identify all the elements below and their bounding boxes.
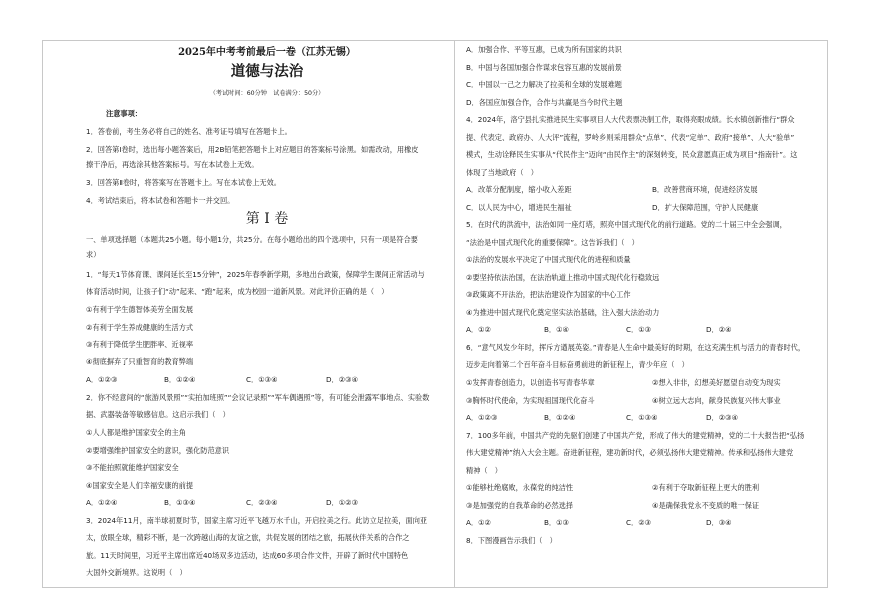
q1-option-b: B．①②④	[164, 375, 196, 384]
q7-option-b: B．①③	[544, 518, 570, 527]
q2-item: ④国家安全是人们幸福安康的前提	[86, 481, 194, 490]
q7-item: ①能够杜绝腐败，永葆党的纯洁性	[466, 483, 574, 492]
notice-heading: 注意事项：	[106, 109, 142, 118]
notice-item: 擦干净后，再选涂其他答案标号。写在本试卷上无效。	[86, 160, 259, 169]
q7-option-c: C．②③	[626, 518, 652, 527]
q2-option-c: C．②③④	[246, 498, 278, 507]
q7-option-d: D．③④	[706, 518, 732, 527]
q4-stem: 提、代表定、政府办、人大评”流程，罗岭乡则采用群众“点单”、代表“定单”、政府“接单”、人大“验单”	[466, 133, 795, 142]
q4-stem: 体现了当地政府（ ）	[466, 168, 538, 177]
q1-item: ②有利于学生养成健康的生活方式	[86, 323, 194, 332]
section-title: 第 Ⅰ 卷	[245, 211, 289, 227]
q7-option-a: A．①②	[466, 518, 491, 527]
q4-stem: 模式，生动诠释民生实事从“代民作主”迈向“由民作主”的深刻转变，民众意愿真正成为项目“指南针”。这	[466, 150, 798, 159]
q5-option-a: A．①②	[466, 325, 491, 334]
q3-stem: 3．2024年11月，南半球初夏时节，国家主席习近平飞越万水千山，开启拉美之行。此访立足拉美，面向亚	[86, 516, 428, 525]
q3-option-c: C．中国以一己之力解决了拉美和全球的发展难题	[466, 80, 622, 89]
q1-option-c: C．①③④	[246, 375, 278, 384]
q3-option-b: B．中国与各国加强合作谋求包容互惠的发展前景	[466, 63, 622, 72]
q1-option-a: A．①②③	[86, 375, 118, 384]
q3-stem: 大国外交新境界。这说明（ ）	[86, 568, 187, 577]
q7-item: ③是加强党的自我革命的必然选择	[466, 501, 574, 510]
q4-stem: 4．2024年，洛宁县扎实推进民生实事项目人大代表票决制工作，取得亮眼成绩。长水镇创新推行“群众	[466, 115, 795, 124]
q7-item: ②有利于夺取新征程上更大的胜利	[652, 483, 760, 492]
q8-stem: 8．下图漫画告示我们（ ）	[466, 536, 557, 545]
notice-item: 3．回答第Ⅱ卷时，将答案写在答题卡上。写在本试卷上无效。	[86, 178, 281, 187]
q5-option-c: C．①③	[626, 325, 652, 334]
q1-stem: 体育活动时间，让孩子们“动”起来、“跑”起来，成为校园一道新风景。对此评价正确的是（ ）	[86, 287, 389, 296]
q5-option-d: D．②④	[706, 325, 732, 334]
q3-option-d: D．各国应加强合作，合作与共赢是当今时代主题	[466, 98, 623, 107]
q7-item: ④是确保我党永不变质的唯一保证	[652, 501, 760, 510]
q4-option-d: D．扩大保障范围，守护人民健康	[652, 203, 759, 212]
q5-stem: “法治是中国式现代化的重要保障”。这告诉我们（ ）	[466, 238, 639, 247]
q3-stem: 太，放眼全球，精彩不断，是一次跨越山海的友谊之旅，共促发展的团结之旅，拓展伙伴关系的合作之	[86, 533, 410, 542]
q5-stem: 5．在时代的洪流中，法治如同一座灯塔，照亮中国式现代化的前行道路。党的二十届三中全会强调，	[466, 220, 787, 229]
q6-item: ④树立远大志向，献身民族复兴伟大事业	[652, 396, 781, 405]
q1-item: ④彻底摒弃了只重智育的教育弊端	[86, 357, 194, 366]
q6-option-d: D．②③④	[706, 413, 739, 422]
q2-stem: 据、武器装备等敏感信息。这启示我们（ ）	[86, 410, 230, 419]
instruction-line: 求）	[86, 250, 101, 259]
q6-option-a: A．①②③	[466, 413, 498, 422]
q2-item: ③不能拍照就能维护国家安全	[86, 463, 179, 472]
notice-item: 1．答卷前，考生务必将自己的姓名、准考证号填写在答题卡上。	[86, 127, 292, 136]
subject-title: 道德与法治	[230, 63, 304, 80]
q4-option-a: A．改革分配制度，缩小收入差距	[466, 185, 572, 194]
q5-option-b: B．①④	[544, 325, 570, 334]
q1-stem: 1．“每天1节体育课、课间延长至15分钟”，2025年春季新学期，多地出台政策，保障学生课间正常活动与	[86, 270, 425, 279]
notice-item: 2．回答第Ⅰ卷时，选出每小题答案后，用2B铅笔把答题卡上对应题目的答案标号涂黑。如需改动，用橡皮	[86, 145, 419, 154]
q5-item: ②要坚持依法治国，在法治轨道上推动中国式现代化行稳致远	[466, 273, 660, 282]
q6-option-c: C．①③④	[626, 413, 658, 422]
q1-item: ③有利于降低学生肥胖率、近视率	[86, 340, 194, 349]
q6-stem: 6．“意气风发少年时，挥斥方遒展英姿。”青春是人生命中最美好的时期，在这充满生机与活力的青春时代，	[466, 343, 806, 352]
q2-item: ①人人都是维护国家安全的主角	[86, 428, 186, 437]
q6-item: ③胸怀时代使命，为实现祖国现代化奋斗	[466, 396, 595, 405]
q7-stem: 伟大建党精神”纳入大会主题。奋进新征程，建功新时代，必须弘扬伟大建党精神。传承和弘扬伟大建党	[466, 448, 794, 457]
q7-stem: 7．100多年前，中国共产党的先驱们创建了中国共产党，形成了伟大的建党精神，党的二十大报告把“弘扬	[466, 431, 805, 440]
q6-item: ②想入非非，幻想美好愿望自动变为现实	[652, 378, 781, 387]
q5-item: ④为推进中国式现代化奠定坚实法治基础，注入强大法治动力	[466, 308, 660, 317]
exam-title: 2025年中考考前最后一卷（江苏无锡）	[178, 47, 356, 58]
q2-stem: 2．你不经意间的“旅游风景照”“实拍加班照”“会议记录照”“军车偶遇照”等，有可能会泄露军事地点、实验数	[86, 393, 430, 402]
q2-item: ②要增强维护国家安全的意识，强化防范意识	[86, 446, 230, 455]
q3-option-a: A．加强合作、平等互惠，已成为所有国家的共识	[466, 45, 622, 54]
q5-item: ①法治的发展水平决定了中国式现代化的进程和质量	[466, 255, 631, 264]
q1-item: ①有利于学生德智体美劳全面发展	[86, 305, 194, 314]
q2-option-a: A．①②④	[86, 498, 118, 507]
q2-option-b: B．①③④	[164, 498, 196, 507]
q4-option-c: C．以人民为中心，增进民生福祉	[466, 203, 572, 212]
column-divider	[454, 40, 455, 588]
q1-option-d: D．②③④	[326, 375, 359, 384]
q6-option-b: B．①②④	[544, 413, 576, 422]
instruction-line: 一、单项选择题（本题共25小题。每小题1分，共25分。在每小题给出的四个选项中，只有一项是符合要	[86, 235, 418, 244]
q2-option-d: D．①②③	[326, 498, 359, 507]
exam-time-info: （考试时间：60分钟 试卷满分：50分）	[209, 90, 325, 97]
q3-stem: 旅。11天时间里，习近平主席出席近40场双多边活动，达成60多项合作文件，开辟了新时代中国特色	[86, 551, 409, 560]
notice-item: 4．考试结束后，将本试卷和答题卡一并交回。	[86, 196, 235, 205]
q6-stem: 迈步走向着第二个百年奋斗目标奋勇前进的新征程上，青少年应（ ）	[466, 360, 689, 369]
q6-item: ①发挥青春创造力，以创造书写青春华章	[466, 378, 595, 387]
q7-stem: 精神（ ）	[466, 466, 502, 475]
q5-item: ③政策离不开法治，把法治建设作为国家的中心工作	[466, 290, 631, 299]
q4-option-b: B．改善营商环境，促进经济发展	[652, 185, 758, 194]
